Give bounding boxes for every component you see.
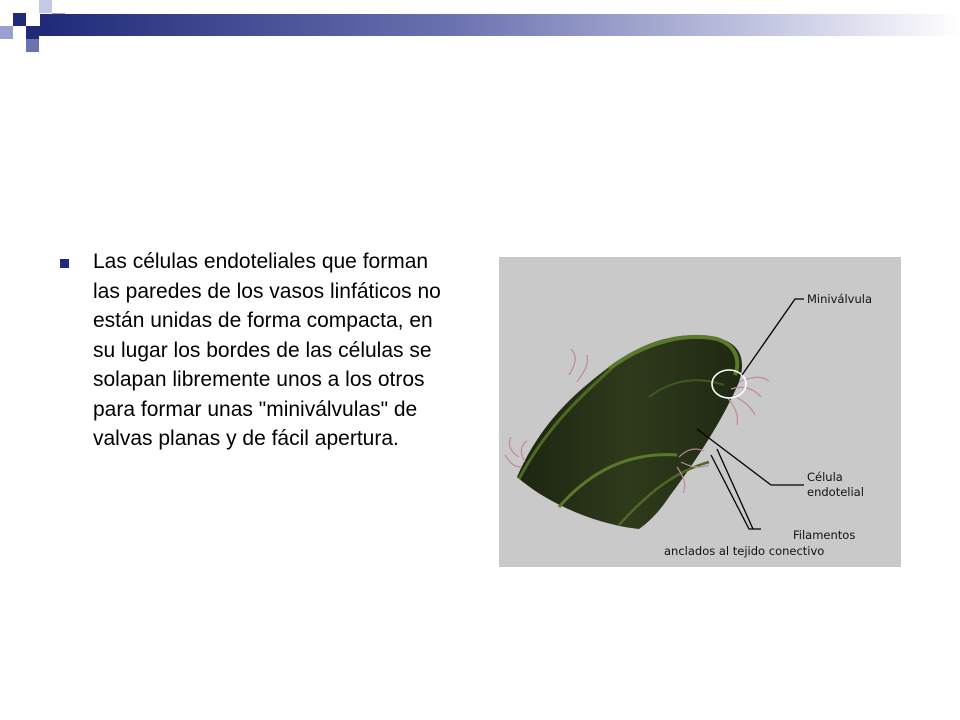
label-filamentos-1: Filamentos bbox=[793, 528, 856, 542]
leader-minivalvula bbox=[742, 299, 804, 375]
decor-square-mid bbox=[26, 39, 39, 52]
label-minivalvula: Miniválvula bbox=[807, 292, 872, 306]
leader-celula bbox=[697, 429, 804, 485]
decor-square-light-2 bbox=[39, 0, 52, 13]
header-gradient-bar bbox=[40, 14, 960, 36]
bullet-text: Las células endoteliales que forman las paredes de los vasos linfáticos no están unidas de forma compacta, en su lugar los bordes de las células se solapan libremente unos a los otros para formar unas "miniválvulas" de valvas planas y de fácil apertura. bbox=[93, 250, 441, 450]
bullet-square-icon bbox=[60, 259, 69, 268]
bullet-item bbox=[60, 247, 460, 454]
decor-square-light bbox=[0, 26, 13, 39]
lymphatic-vessel-figure bbox=[499, 257, 901, 567]
leader-filamento-2 bbox=[717, 449, 753, 529]
label-celula-1: Célula bbox=[807, 470, 843, 484]
label-celula-2: endotelial bbox=[807, 485, 864, 499]
header-decoration bbox=[0, 0, 960, 60]
label-filamentos-2: anclados al tejido conectivo bbox=[664, 544, 825, 558]
bullet-list bbox=[60, 247, 460, 454]
